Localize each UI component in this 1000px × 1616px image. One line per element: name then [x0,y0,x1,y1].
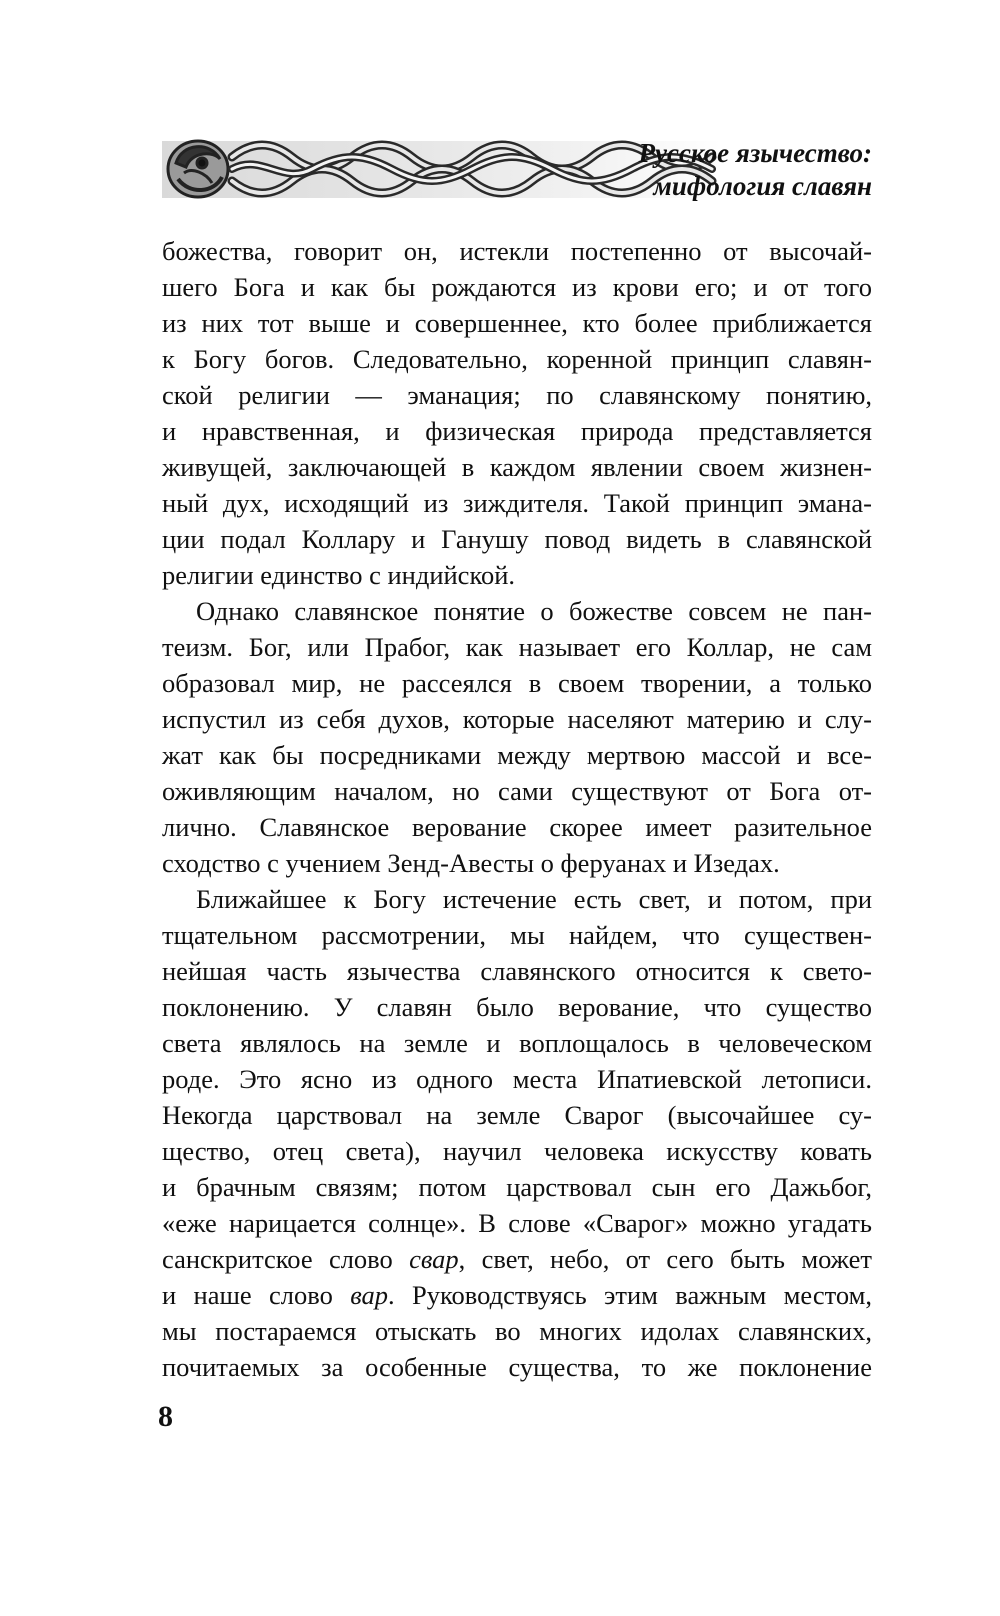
text-line: поклонению. У славян было верование, что существо [162,992,872,1022]
text-line: и нравственная, и физическая природа представляется [162,416,872,446]
text-segment: санскритское слово [162,1244,410,1274]
text-line [162,1241,872,1277]
text-line: божества, говорит он, истекли постепенно от высочай- [162,236,872,266]
text-line: теизм. Бог, или Прабог, как называет его Коллар, не сам [162,632,872,662]
italic-term: свар [409,1244,459,1274]
text-line: ции подал Коллару и Ганушу повод видеть в славянской [162,524,872,554]
text-line: света являлось на земле и воплощалось в человеческом [162,1028,872,1058]
header-title-line-1: Русское язычество: [638,138,872,168]
text-segment: и наше слово [162,1280,351,1310]
text-line: и брачным связям; потом царствовал сын его Дажьбог, [162,1172,872,1202]
text-line: «еже нарицается солнце». В слове «Сварог» можно угадать [162,1208,872,1238]
text-line: Некогда царствовал на земле Сварог (высочайшее су- [162,1100,872,1130]
text-line: к Богу богов. Следовательно, коренной принцип славян- [162,344,872,374]
text-line: религии единство с индийской. [162,560,516,590]
text-line: Однако славянское понятие о божестве совсем не пан- [196,596,872,626]
text-line: щество, отец света), научил человека искусству ковать [162,1136,872,1166]
text-line: сходство с учением Зенд-Авесты о феруанах и Изедах. [162,848,780,878]
text-line: лично. Славянское верование скорее имеет разительное [162,812,872,842]
text-line: нейшая часть язычества славянского относится к свето- [162,956,872,986]
text-segment: . Руководствуясь этим важным местом, [388,1280,872,1310]
text-line: роде. Это ясно из одного места Ипатиевской летописи. [162,1064,872,1094]
text-line: испустил из себя духов, которые населяют материю и слу- [162,704,872,734]
text-line: оживляющим началом, но сами существуют от Бога от- [162,776,872,806]
text-line: ный дух, исходящий из зиждителя. Такой принцип эмана- [162,488,872,518]
running-header [162,133,878,206]
text-line: живущей, заключающей в каждом явлении своем жизнен- [162,452,872,482]
text-line: тщательном рассмотрении, мы найдем, что существен- [162,920,872,950]
text-segment: , свет, небо, от сего быть может [458,1244,872,1274]
text-line: ской религии — эманация; по славянскому понятию, [162,380,872,410]
text-line: из них тот выше и совершеннее, кто более приближается [162,308,872,338]
text-line: мы постараемся отыскать во многих идолах славянских, [162,1316,872,1346]
text-line: почитаемых за особенные существа, то же поклонение [162,1352,872,1382]
body-text [162,233,872,1385]
header-title-line-2: мифология славян [653,171,872,201]
italic-term: вар [350,1280,389,1310]
page-number: 8 [158,1400,173,1433]
text-line: Ближайшее к Богу истечение есть свет, и потом, при [196,884,872,914]
text-line: жат как бы посредниками между мертвою массой и все- [162,740,872,770]
running-header-title [639,137,873,203]
text-line [162,1277,872,1313]
text-line: образовал мир, не рассеялся в своем творении, а только [162,668,872,698]
text-line: шего Бога и как бы рождаются из крови его; и от того [162,272,872,302]
